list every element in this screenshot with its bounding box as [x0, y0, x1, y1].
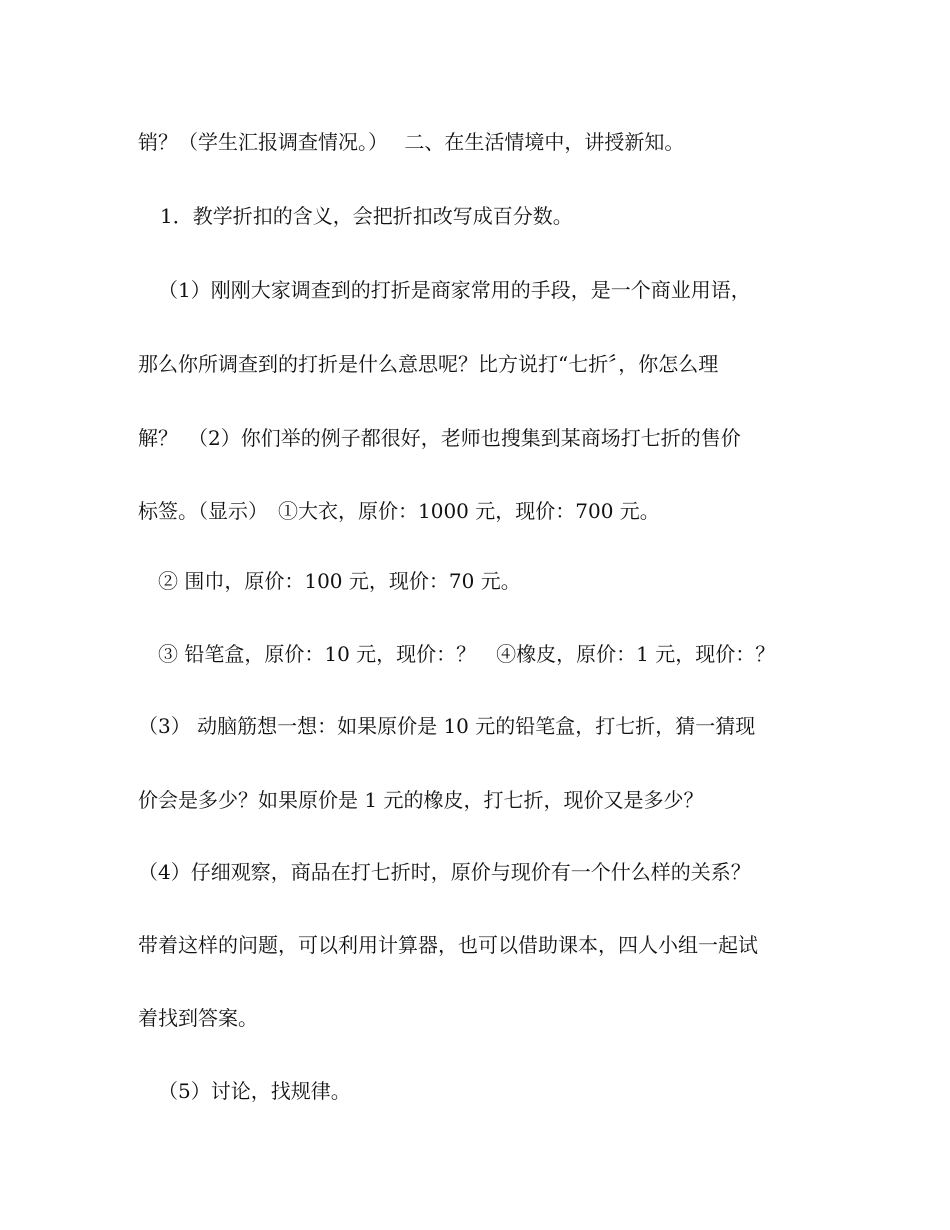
text-line-4: 那么你所调查到的打折是什么意思呢？比方说打“七折〞，你怎么理	[138, 352, 719, 376]
text-line-8: ③ 铅笔盒，原价：10 元，现价：？ ④橡皮，原价：1 元，现价：？	[158, 642, 776, 666]
text-line-2: 1．教学折扣的含义，会把折扣改写成百分数。	[160, 204, 573, 228]
text-line-7: ② 围巾，原价：100 元，现价：70 元。	[158, 569, 521, 593]
text-line-9: （3） 动脑筋想一想：如果原价是 10 元的铅笔盒，打七折，猜一猜现	[138, 714, 756, 738]
text-line-1: 销？（学生汇报调查情况。） 二、在生活情境中，讲授新知。	[138, 130, 685, 154]
text-line-11: （4）仔细观察，商品在打七折时，原价与现价有一个什么样的关系？	[138, 860, 751, 884]
text-line-12: 带着这样的问题，可以利用计算器，也可以借助课本，四人小组一起试	[138, 933, 758, 957]
text-line-10: 价会是多少？如果原价是 1 元的橡皮，打七折，现价又是多少？	[138, 788, 704, 812]
text-line-5: 解？ （2）你们举的例子都很好，老师也搜集到某商场打七折的售价	[138, 426, 741, 450]
text-line-14: （5）讨论，找规律。	[158, 1079, 351, 1103]
text-line-3: （1）刚刚大家调查到的打折是商家常用的手段，是一个商业用语，	[158, 278, 751, 302]
text-line-13: 着找到答案。	[138, 1006, 258, 1030]
text-line-6: 标签。（显示） ①大衣，原价：1000 元，现价：700 元。	[138, 499, 660, 523]
